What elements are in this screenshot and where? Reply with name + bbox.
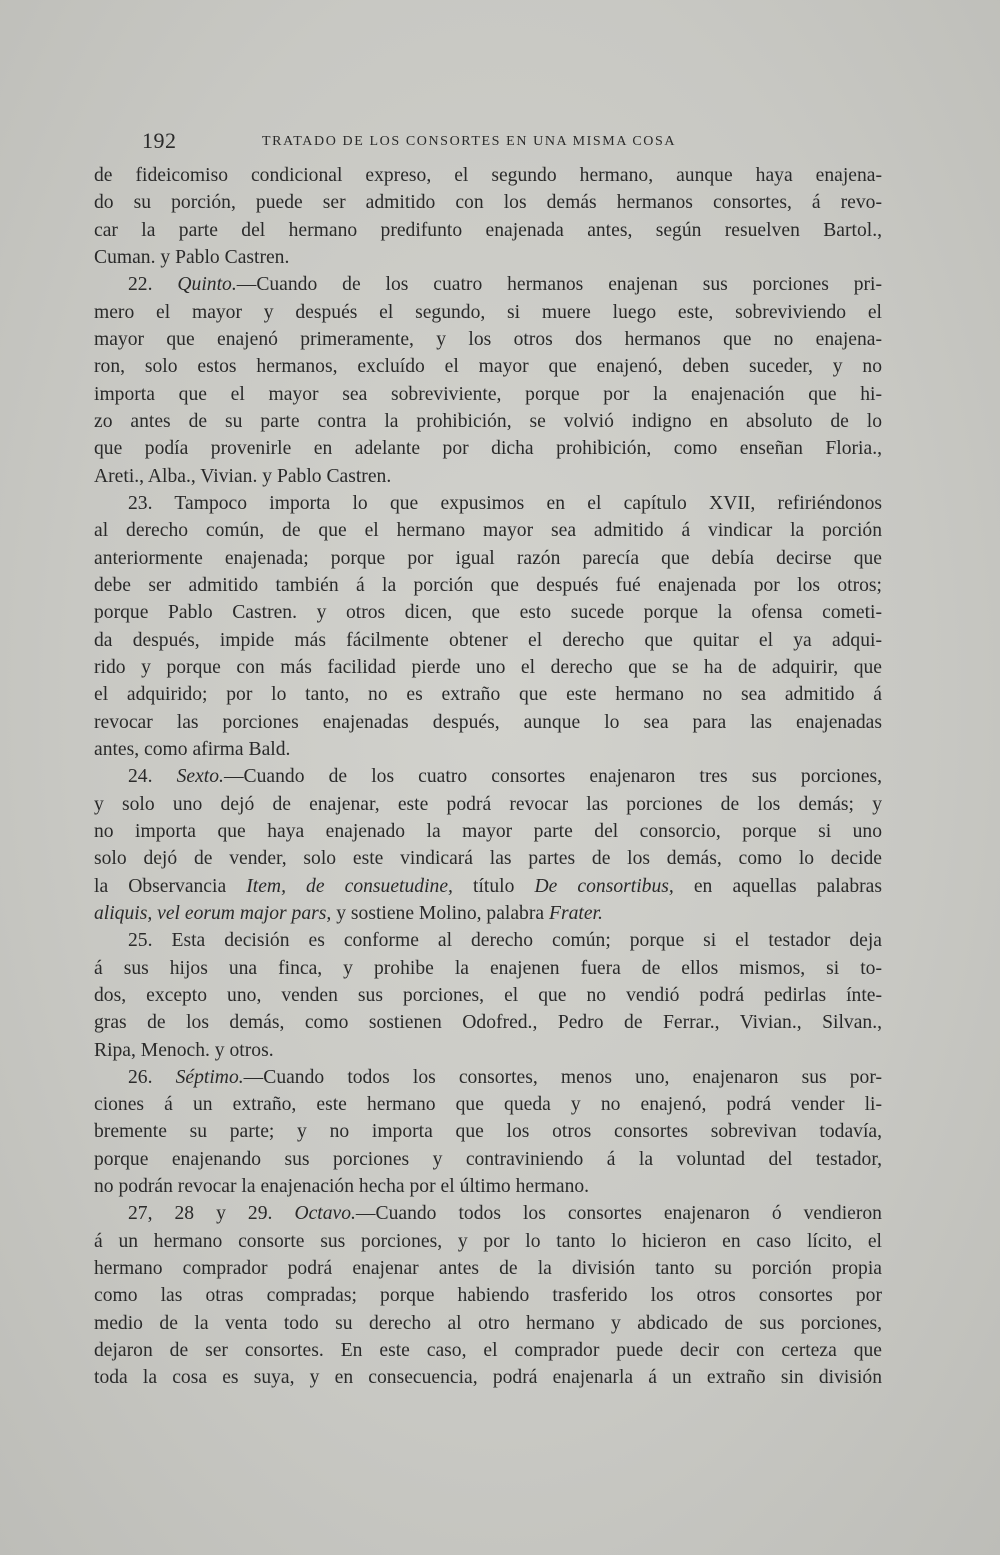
paragraph-22-first-line: 22. Quinto.—Cuando de los cuatro hermanos enajenan sus porciones pri- <box>128 274 882 296</box>
text-line: mayor que enajenó primeramente, y los otros dos hermanos que no enajena- <box>94 328 882 350</box>
text-line: no podrán revocar la enajenación hecha por el último hermano. <box>94 1176 590 1198</box>
text-line: mero el mayor y después el segundo, si muere luego este, sobreviviendo el <box>94 301 882 323</box>
text-line: al derecho común, de que el hermano mayor sea admitido á vindicar la porción <box>94 520 882 542</box>
text-line: Ripa, Menoch. y otros. <box>94 1039 274 1061</box>
paragraph-24-first-line: 24. Sexto.—Cuando de los cuatro consortes enajenaron tres sus porciones, <box>128 766 882 788</box>
text-line: importa que el mayor sea sobreviviente, porque por la enajenación que hi- <box>94 383 882 405</box>
running-title: TRATADO DE LOS CONSORTES EN UNA MISMA COSA <box>262 134 677 149</box>
text-line-citation: aliquis, vel eorum major pars, y sostiene Molino, palabra Frater. <box>94 902 603 924</box>
text-line: bremente su parte; y no importa que los otros consortes sobrevivan todavía, <box>94 1121 882 1143</box>
text-line: el adquirido; por lo tanto, no es extraño que este hermano no sea admitido á <box>94 684 882 706</box>
text-line: de fideicomiso condicional expreso, el segundo hermano, aunque haya enajena- <box>94 165 882 186</box>
text-line: á un hermano consorte sus porciones, y por lo tanto lo hicieron en caso lícito, el <box>94 1230 882 1252</box>
paragraph-number: 27, 28 y 29. <box>128 1203 273 1225</box>
text-line: como las otras compradas; porque habiendo trasferido los otros consortes por <box>94 1285 882 1307</box>
text-line: do su porción, puede ser admitido con los demás hermanos consortes, á revo- <box>94 192 882 214</box>
text-line: gras de los demás, como sostienen Odofred., Pedro de Ferrar., Vivian., Silvan., <box>94 1012 882 1034</box>
text-line: ciones á un extraño, este hermano que queda y no enajenó, podrá vender li- <box>94 1094 882 1116</box>
text-line: Cuman. y Pablo Castren. <box>94 246 290 268</box>
text-line: dos, excepto uno, venden sus porciones, el que no vendió podrá pedirlas ínte- <box>94 984 882 1006</box>
paragraph-number: 25. <box>128 930 153 952</box>
section-heading: Octavo. <box>294 1203 356 1225</box>
text-line: ron, solo estos hermanos, excluído el mayor que enajenó, deben suceder, y no <box>94 356 882 378</box>
text-line: zo antes de su parte contra la prohibición, se volvió indigno en absoluto de lo <box>94 410 882 432</box>
text-line: debe ser admitido también á la porción que después fué enajenada por los otros; <box>94 574 882 596</box>
latin-citation: Frater. <box>548 902 603 924</box>
paragraph-25-first-line: 25. Esta decisión es conforme al derecho común; porque si el testador deja <box>128 930 882 952</box>
text-line-citation: la Observancia Item, de consuetudine, título De consortibus, en aquellas palabras <box>94 875 882 897</box>
text-line: hermano comprador podrá enajenar antes de la división tanto su porción propia <box>94 1258 882 1280</box>
paragraph-number: 23. <box>128 492 153 514</box>
paragraph-number: 26. <box>128 1066 153 1088</box>
text-line: toda la cosa es suya, y en consecuencia, podrá enajenarla á un extraño sin división <box>94 1367 882 1389</box>
text-line: dejaron de ser consortes. En este caso, el comprador puede decir con certeza que <box>94 1340 882 1362</box>
paragraph-27-first-line: 27, 28 y 29. Octavo.—Cuando todos los consortes enajenaron ó vendieron <box>128 1203 882 1225</box>
section-heading: Quinto. <box>177 274 237 296</box>
paragraph-23-first-line: 23. Tampoco importa lo que expusimos en el capítulo XVII, refiriéndonos <box>128 492 882 514</box>
text-line: y solo uno dejó de enajenar, este podrá revocar las porciones de los demás; y <box>94 793 882 815</box>
latin-citation: De consortibus, <box>534 875 674 897</box>
paragraph-number: 24. <box>128 766 153 788</box>
text-line: porque enajenando sus porciones y contraviniendo á la voluntad del testador, <box>94 1148 882 1170</box>
text-line: rido y porque con más facilidad pierde uno el derecho que se ha de adquirir, que <box>94 656 882 678</box>
text-line: da después, impide más fácilmente obtener el derecho que quitar el ya adqui- <box>94 629 882 651</box>
paragraph-number: 22. <box>128 274 153 296</box>
text-line: car la parte del hermano predifunto enajenada antes, según resuelven Bartol., <box>94 219 882 241</box>
text-line: que podía provenirle en adelante por dicha prohibición, como enseñan Floria., <box>94 438 882 460</box>
page-header <box>142 128 882 158</box>
section-heading: Séptimo. <box>175 1066 244 1088</box>
text-line: Areti., Alba., Vivian. y Pablo Castren. <box>94 465 392 487</box>
text-line: porque Pablo Castren. y otros dicen, que esto sucede porque la ofensa cometi- <box>94 602 882 624</box>
text-line: solo dejó de vender, solo este vindicará las partes de los demás, como lo decide <box>94 848 882 870</box>
text-line: no importa que haya enajenado la mayor parte del consorcio, porque si uno <box>94 820 882 842</box>
latin-citation: aliquis, vel eorum major pars, <box>94 902 332 924</box>
latin-citation: Item, de consuetudine, <box>246 875 453 897</box>
text-line: á sus hijos una finca, y prohibe la enajenen fuera de ellos mismos, si to- <box>94 957 882 979</box>
body-text <box>94 162 882 1392</box>
section-heading: Sexto. <box>176 766 224 788</box>
text-line: antes, como afirma Bald. <box>94 738 291 760</box>
text-line: medio de la venta todo su derecho al otro hermano y abdicado de sus porciones, <box>94 1312 882 1334</box>
page-number: 192 <box>142 128 177 153</box>
text-line: anteriormente enajenada; porque por igual razón parecía que debía decirse que <box>94 547 882 569</box>
paragraph-26-first-line: 26. Séptimo.—Cuando todos los consortes, menos uno, enajenaron sus por- <box>128 1066 882 1088</box>
text-line: revocar las porciones enajenadas después, aunque lo sea para las enajenadas <box>94 711 882 733</box>
